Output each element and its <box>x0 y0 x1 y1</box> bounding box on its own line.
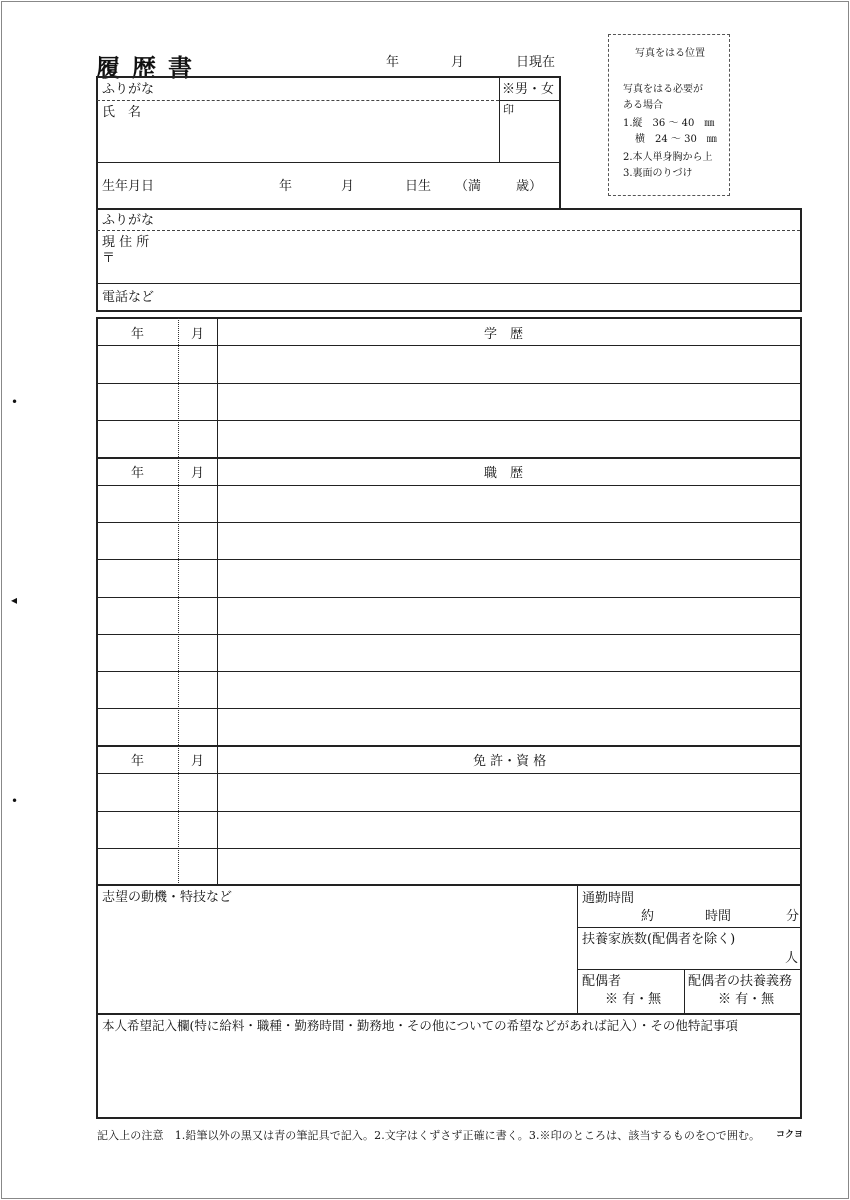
date-year-label: 年 <box>386 55 400 70</box>
year-month-divider <box>178 318 179 885</box>
phone-label: 電話など <box>102 290 155 305</box>
dependents-divider <box>578 969 800 970</box>
history-table <box>96 317 802 886</box>
birthdate-label: 生年月日 <box>102 179 155 194</box>
name-label: 氏 名 <box>102 105 142 120</box>
address-label: 現 住 所 <box>102 235 150 250</box>
address-phone-divider <box>97 283 800 284</box>
photo-note: 写真をはる必要が <box>623 84 703 95</box>
section-divider <box>97 457 800 459</box>
spouse-support-selector[interactable]: ※ 有・無 <box>718 992 775 1007</box>
date-current-label: 日現在 <box>516 55 556 70</box>
work-month-header: 月 <box>191 466 205 481</box>
photo-box-title: 写真をはる位置 <box>635 48 705 59</box>
education-year-header: 年 <box>131 327 145 342</box>
education-heading: 学 歴 <box>484 327 524 342</box>
commute-minutes: 分 <box>786 909 800 924</box>
furigana-label: ふりがな <box>102 82 155 97</box>
photo-note: ある場合 <box>623 100 663 111</box>
table-row <box>97 383 800 384</box>
date-month-label: 月 <box>451 55 465 70</box>
table-row <box>97 848 800 849</box>
age-open-label: （満 <box>455 179 482 194</box>
table-row <box>97 708 800 709</box>
commute-hours: 時間 <box>705 909 732 924</box>
table-row <box>97 811 800 812</box>
gender-divider <box>499 100 560 101</box>
personal-info-box <box>96 76 561 210</box>
wishes-label: 本人希望記入欄(特に給料・職種・勤務時間・勤務地・その他についての希望などがあれば記入）・その他特記事項 <box>102 1018 738 1033</box>
table-row <box>97 485 800 486</box>
commute-approx: 約 <box>641 909 655 924</box>
commute-divider <box>578 927 800 928</box>
license-heading: 免 許・資 格 <box>473 754 547 769</box>
brand-logo: コクヨ <box>776 1130 804 1140</box>
spouse-selector[interactable]: ※ 有・無 <box>605 992 662 1007</box>
name-seal-divider <box>499 77 500 162</box>
seal-label: 印 <box>503 103 514 116</box>
month-content-divider <box>217 318 218 885</box>
photo-size-vertical: 1.縦 36 〜 40 ㎜ <box>623 118 715 129</box>
age-close-label: 歳） <box>516 179 543 194</box>
gender-selector[interactable]: ※男・女 <box>502 82 555 97</box>
dependents-label: 扶養家族数(配偶者を除く) <box>582 932 736 947</box>
birth-year-label: 年 <box>279 179 293 194</box>
section-divider <box>97 745 800 747</box>
fold-mark: ◂ <box>11 593 18 607</box>
commute-label: 通勤時間 <box>582 891 635 906</box>
hole-mark: • <box>11 395 19 409</box>
postal-mark: 〒 <box>102 251 116 266</box>
name-birth-divider <box>97 162 560 163</box>
spouse-support-label: 配偶者の扶養義務 <box>688 974 793 989</box>
table-row <box>97 559 800 560</box>
instructions-note: 記入上の注意 1.鉛筆以外の黒又は青の筆記具で記入。2.文字はくずさず正確に書く。3.※印のところは、該当するものを○で囲む。 <box>97 1129 761 1142</box>
work-year-header: 年 <box>131 466 145 481</box>
photo-note: 3.裏面のりづけ <box>623 168 693 179</box>
motivation-divider <box>577 885 578 1014</box>
birth-month-label: 月 <box>341 179 355 194</box>
address-furigana-label: ふりがな <box>102 213 155 228</box>
photo-placement-box <box>608 34 730 196</box>
birth-day-label: 日生 <box>405 179 432 194</box>
motivation-label: 志望の動機・特技など <box>102 890 233 905</box>
education-month-header: 月 <box>191 327 205 342</box>
photo-size-horizontal: 横 24 〜 30 ㎜ <box>635 134 717 145</box>
license-month-header: 月 <box>191 754 205 769</box>
table-row <box>97 522 800 523</box>
spouse-divider <box>684 970 685 1014</box>
address-furigana-divider <box>97 230 800 231</box>
table-row <box>97 634 800 635</box>
document-title: 履歴書 <box>96 53 204 82</box>
table-row <box>97 773 800 774</box>
table-row <box>97 671 800 672</box>
table-row <box>97 420 800 421</box>
work-heading: 職 歴 <box>484 466 524 481</box>
dependents-unit: 人 <box>785 951 799 966</box>
furigana-divider <box>97 100 499 101</box>
hole-mark: • <box>11 794 19 808</box>
table-row <box>97 597 800 598</box>
spouse-label: 配偶者 <box>582 974 622 989</box>
photo-note: 2.本人単身胸から上 <box>623 152 713 163</box>
license-year-header: 年 <box>131 754 145 769</box>
table-row <box>97 345 800 346</box>
address-box <box>96 208 802 312</box>
